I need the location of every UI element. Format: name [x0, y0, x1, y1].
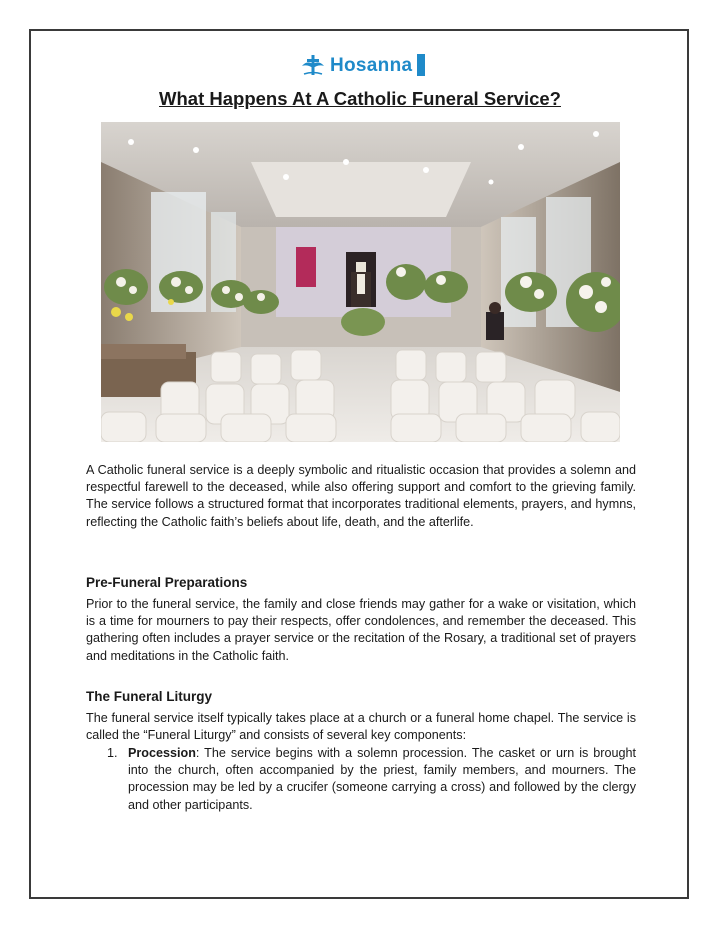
liturgy-components-list [107, 745, 636, 814]
list-item-term: Procession [128, 746, 196, 760]
section-text-funeral-liturgy: The funeral service itself typically takes place at a church or a funeral home chapel. The service is called the “Funeral Liturgy” and consists of several key components: [86, 711, 636, 743]
list-item-body [128, 745, 636, 814]
intro-paragraph: A Catholic funeral service is a deeply symbolic and ritualistic occasion that provides a solemn and respectful farewell to the deceased, while also offering support and comfort to the grieving family. The service follows a structured format that incorporates traditional elements, prayers, and hymns, reflecting the Catholic faith’s beliefs about life, death, and the afterlife. [86, 463, 636, 529]
list-item [107, 745, 636, 814]
logo-brand: Hosanna [330, 54, 413, 76]
section-heading-pre-funeral: Pre-Funeral Preparations [86, 575, 248, 590]
section-heading-funeral-liturgy: The Funeral Liturgy [86, 689, 213, 704]
page-title: What Happens At A Catholic Funeral Service? [159, 88, 561, 109]
logo-badge [417, 54, 425, 76]
list-item-text: : The service begins with a solemn procession. The casket or urn is brought into the church, often accompanied by the priest, family members, and mourners. The procession may be led by a crucifer (someone carrying a cross) and followed by the clergy and other participants. [128, 746, 636, 812]
dove-cross-icon [300, 52, 326, 78]
list-item-number: 1. [107, 746, 118, 760]
funeral-chapel-photo [101, 122, 620, 442]
logo [300, 50, 425, 80]
section-text-pre-funeral: Prior to the funeral service, the family and close friends may gather for a wake or visitation, which is a time for mourners to pay their respects, offer condolences, and remember the deceased. This gathering often includes a prayer service or the recitation of the Rosary, a traditional set of prayers and meditations in the Catholic faith. [86, 597, 636, 663]
